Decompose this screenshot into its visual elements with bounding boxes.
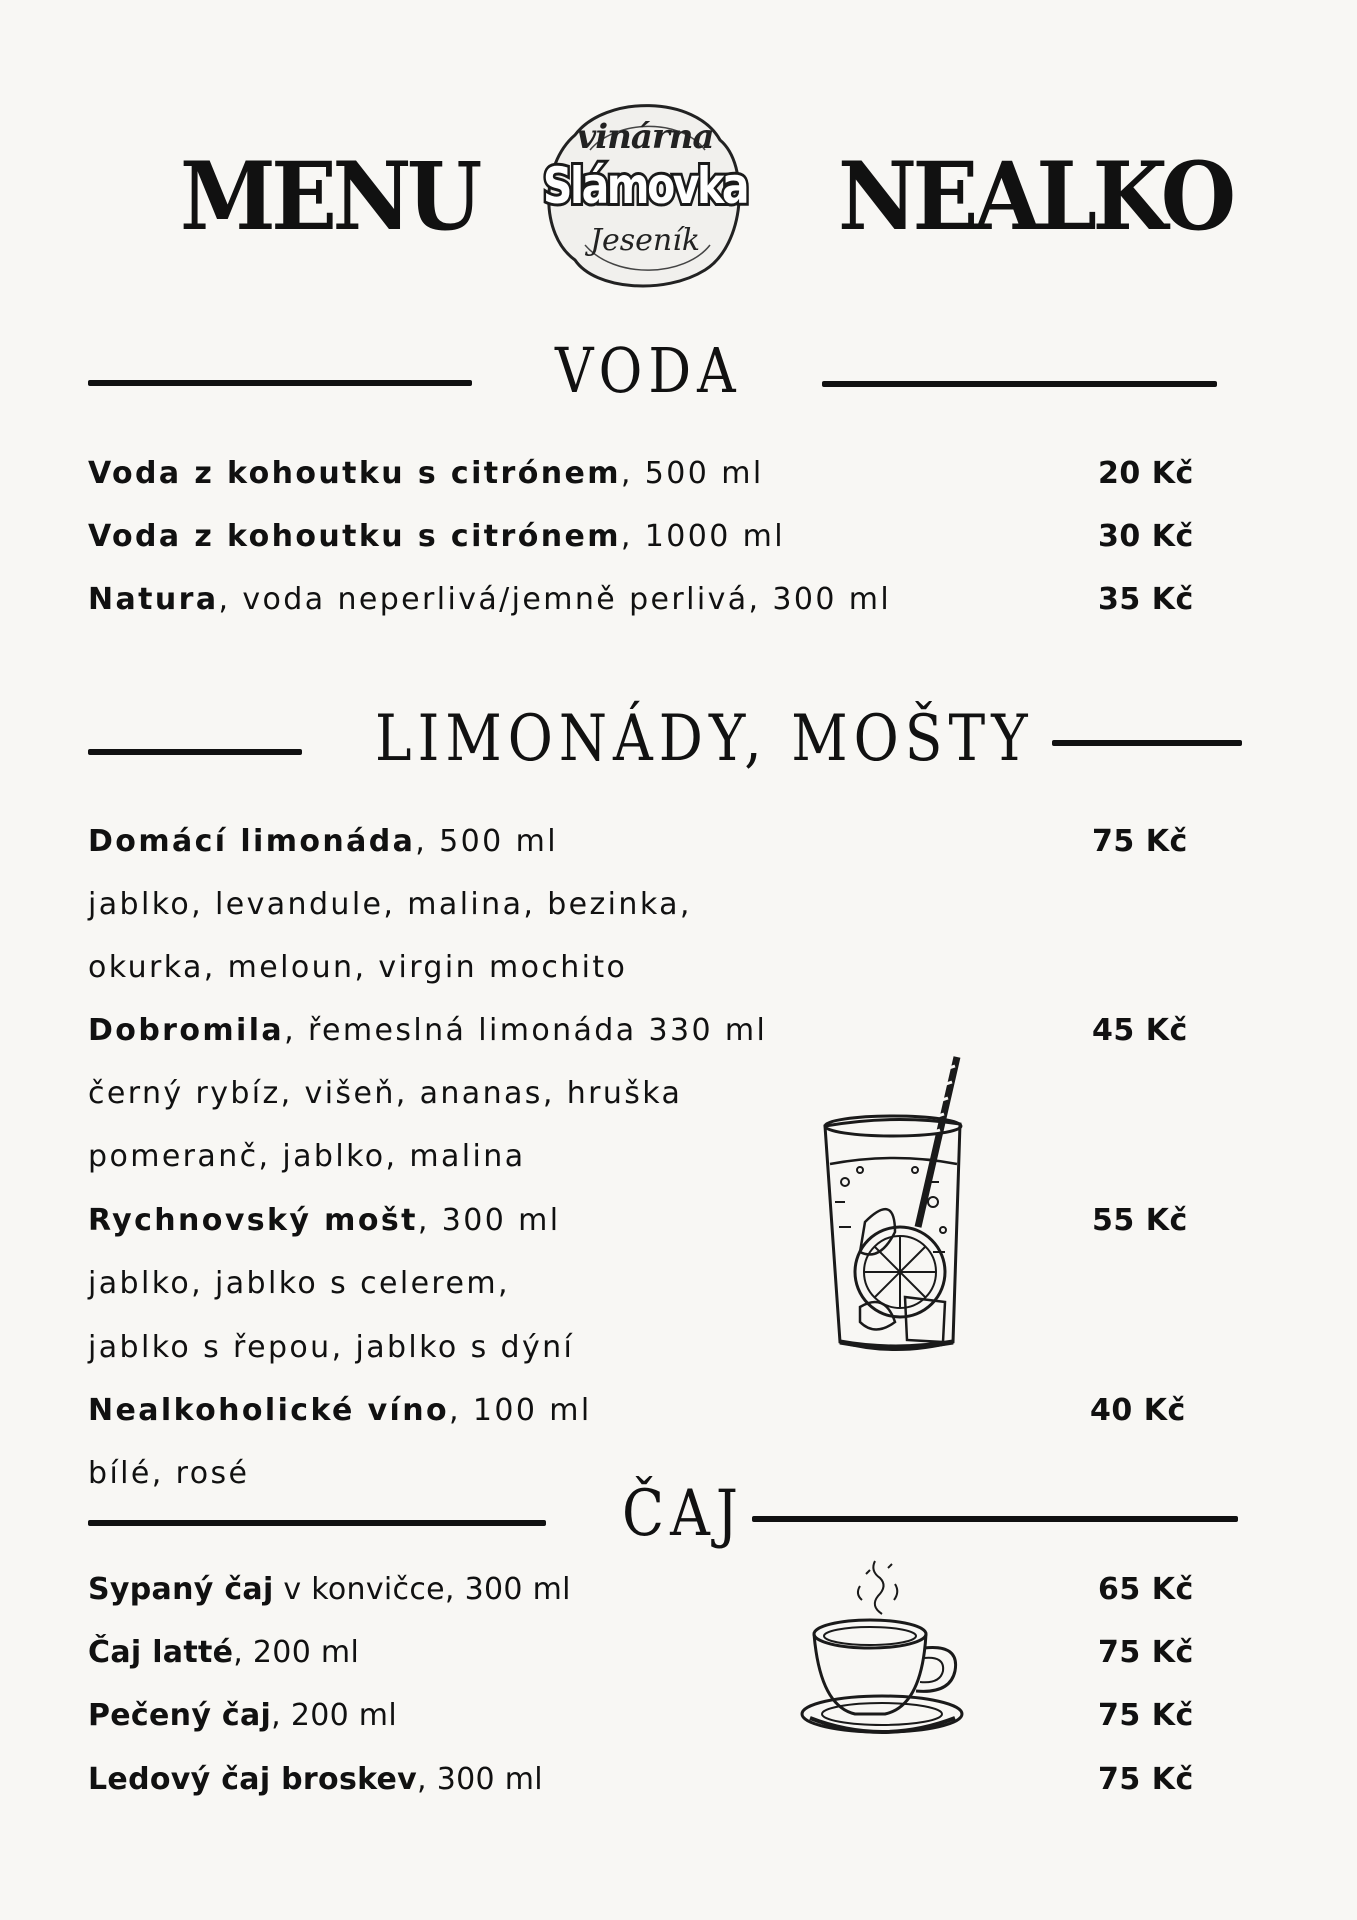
tea-cup-icon	[800, 1556, 965, 1738]
menu-title: MENU	[180, 142, 478, 252]
item-name: Čaj latté	[88, 1635, 234, 1670]
menu-item	[88, 1762, 543, 1798]
item-price: 30 Kč	[1098, 519, 1194, 554]
divider-line	[88, 749, 302, 755]
menu-item	[88, 1698, 397, 1734]
item-price: 45 Kč	[1092, 1013, 1188, 1048]
item-detail: , 300 ml	[417, 1203, 561, 1238]
nealko-title: NEALKO	[838, 142, 1232, 252]
item-name: Domácí limonáda	[88, 824, 416, 859]
item-name: Natura	[88, 582, 219, 617]
menu-item	[88, 1572, 571, 1608]
item-description: pomeranč, jablko, malina	[88, 1139, 526, 1174]
item-detail: v konvičce, 300 ml	[273, 1572, 571, 1607]
divider-line	[88, 380, 472, 386]
item-name: Sypaný čaj	[88, 1572, 274, 1607]
divider-line	[88, 1520, 546, 1526]
item-name: Nealkoholické víno	[88, 1393, 449, 1428]
item-name: Ledový čaj broskev	[88, 1762, 418, 1797]
item-name: Voda z kohoutku s citrónem	[88, 519, 621, 554]
menu-item	[88, 1013, 767, 1049]
item-detail: , 100 ml	[449, 1393, 592, 1428]
item-price: 40 Kč	[1090, 1393, 1186, 1428]
menu-item	[88, 582, 891, 618]
logo-line1: vinárna	[576, 117, 714, 157]
item-description: bílé, rosé	[88, 1456, 250, 1491]
section-title-voda: VODA	[555, 334, 742, 407]
item-price: 75 Kč	[1092, 824, 1188, 859]
item-price: 55 Kč	[1092, 1203, 1188, 1238]
divider-line	[1052, 740, 1242, 746]
item-price: 75 Kč	[1098, 1635, 1194, 1670]
item-detail: , 200 ml	[233, 1635, 360, 1670]
item-detail: , 300 ml	[417, 1762, 543, 1797]
lemonade-glass-icon	[815, 1052, 975, 1362]
item-price: 75 Kč	[1098, 1762, 1194, 1797]
menu-item	[88, 1635, 359, 1671]
item-detail: , 500 ml	[415, 824, 558, 859]
item-name: Voda z kohoutku s citrónem	[88, 456, 621, 491]
section-title-limonady: LIMONÁDY, MOŠTY	[375, 702, 1034, 776]
item-price: 65 Kč	[1098, 1572, 1194, 1607]
item-description: jablko s řepou, jablko s dýní	[88, 1330, 575, 1365]
menu-item	[88, 456, 764, 492]
item-detail: , 500 ml	[620, 456, 764, 491]
logo	[505, 95, 785, 295]
item-description: jablko, jablko s celerem,	[88, 1266, 510, 1301]
divider-line	[752, 1516, 1238, 1522]
logo-line2-outline: Slámovka	[542, 157, 748, 215]
item-description: okurka, meloun, virgin mochito	[88, 950, 628, 985]
logo-line3: Jeseník	[589, 223, 701, 258]
menu-item	[88, 824, 558, 860]
item-price: 20 Kč	[1098, 456, 1194, 491]
item-detail: , voda neperlivá/jemně perlivá, 300 ml	[218, 582, 892, 617]
item-detail: , řemeslná limonáda 330 ml	[284, 1013, 768, 1048]
item-price: 75 Kč	[1098, 1698, 1194, 1733]
item-description: černý rybíz, višeň, ananas, hruška	[88, 1076, 683, 1111]
menu-item	[88, 1393, 592, 1429]
item-name: Pečený čaj	[88, 1698, 272, 1733]
menu-item	[88, 519, 785, 555]
item-detail: , 200 ml	[271, 1698, 397, 1733]
item-name: Dobromila	[88, 1013, 285, 1048]
menu-item	[88, 1203, 561, 1239]
item-description: jablko, levandule, malina, bezinka,	[88, 887, 692, 922]
section-title-caj: ČAJ	[622, 1477, 744, 1551]
item-price: 35 Kč	[1098, 582, 1194, 617]
divider-line	[822, 381, 1217, 387]
item-name: Rychnovský mošt	[88, 1203, 418, 1238]
item-detail: , 1000 ml	[620, 519, 786, 554]
